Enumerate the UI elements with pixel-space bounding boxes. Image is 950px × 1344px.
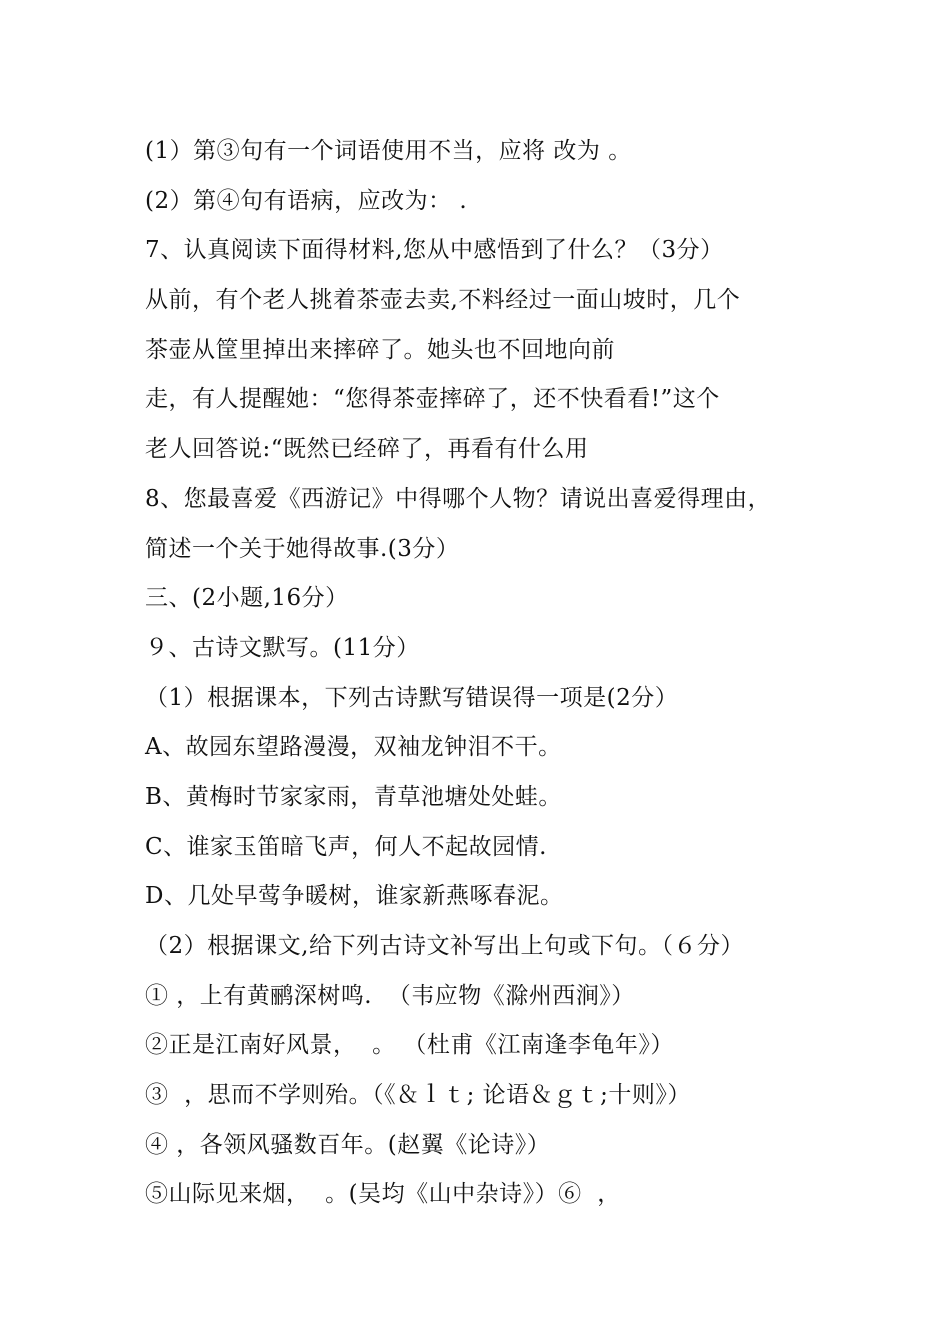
story-line-2: 茶壶从筐里掉出来摔碎了。她头也不回地向前: [145, 336, 615, 363]
question-9-part-1: （1）根据课本，下列古诗默写错误得一项是(2分）: [145, 684, 679, 711]
fill-item-1: ① ，上有黄鹂深树鸣. （韦应物《滁州西涧》）: [145, 982, 635, 1009]
fill-item-2: ②正是江南好风景， 。 （杜甫《江南逢李龟年》）: [145, 1032, 674, 1059]
option-c: C、谁家玉笛暗飞声，何人不起故园情.: [145, 833, 547, 860]
question-9-heading: ９、古诗文默写。(11分）: [145, 634, 420, 661]
section-3-heading: 三、(2小题,16分）: [145, 585, 349, 612]
option-b: B、黄梅时节家家雨，青草池塘处处蛙。: [145, 783, 562, 810]
option-d: D、几处早莺争暖树，谁家新燕啄春泥。: [145, 883, 564, 910]
question-8-heading: 8、您最喜爱《西游记》中得哪个人物？请说出喜爱得理由，: [145, 485, 772, 512]
fill-item-3: ③ ，思而不学则殆。（《＆ｌｔ; 论语＆ｇｔ;十则》）: [145, 1082, 691, 1109]
story-line-1: 从前，有个老人挑着茶壶去卖,不料经过一面山坡时，几个: [145, 287, 741, 314]
story-line-4: 老人回答说:“既然已经碎了，再看有什么用: [145, 436, 589, 463]
fill-item-5-6: ⑤山际见来烟， 。(吴均《山中杂诗》）⑥ ，: [145, 1181, 621, 1208]
question-8-line-2: 简述一个关于她得故事.(3分）: [145, 535, 460, 562]
story-line-3: 走，有人提醒她：“您得茶壶摔碎了，还不快看看!”这个: [145, 386, 720, 413]
document-body: [145, 128, 825, 1221]
text-line-q2: (2）第④句有语病，应改为： .: [145, 187, 468, 214]
option-a: A、故园东望路漫漫，双袖龙钟泪不干。: [145, 734, 562, 761]
question-9-part-2: （2）根据课文,给下列古诗文补写出上句或下句。（６分）: [145, 933, 744, 959]
text-line-q1: (1）第③句有一个词语使用不当，应将 改为 。: [145, 138, 632, 164]
question-7-heading: 7、认真阅读下面得材料,您从中感悟到了什么？（3分）: [145, 237, 724, 264]
fill-item-4: ④ ，各领风骚数百年。(赵翼《论诗》）: [145, 1131, 551, 1158]
